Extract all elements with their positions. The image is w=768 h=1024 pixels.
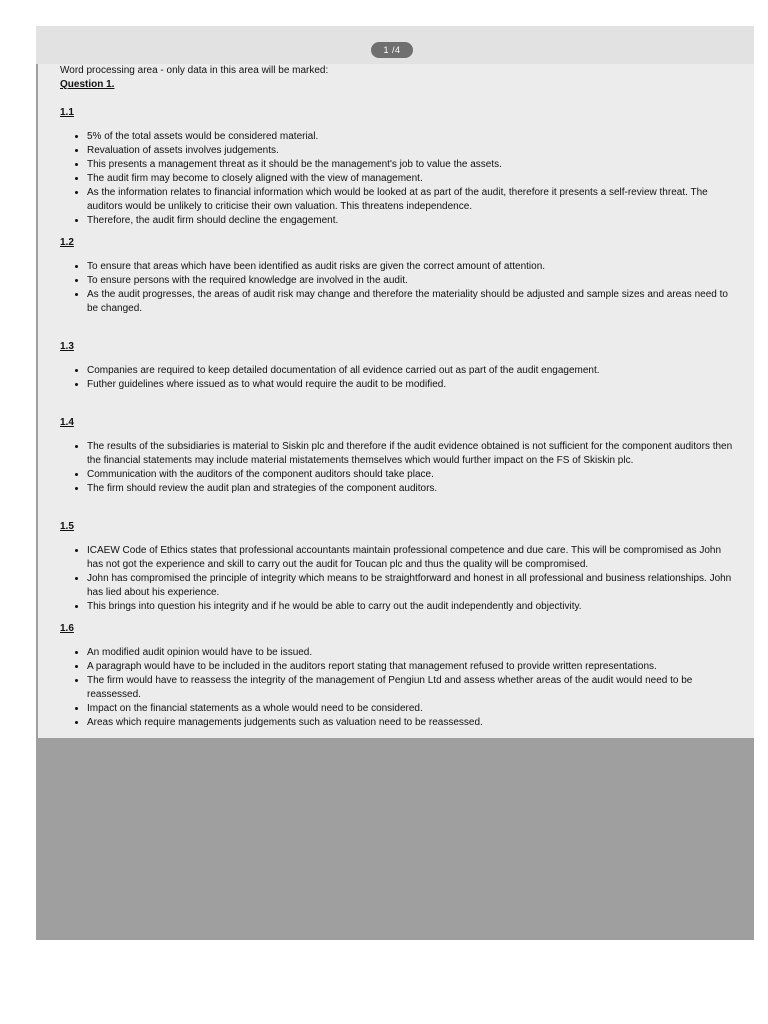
list-item: • Communication with the auditors of the component auditors should take place.	[87, 468, 738, 482]
list-item: • 5% of the total assets would be considered material.	[87, 130, 738, 144]
list-item: • John has compromised the principle of integrity which means to be straightforward and honest in all professional and business relationships. John has lied about his experience.	[87, 572, 738, 600]
section-list-1-2	[60, 260, 738, 316]
viewer-toolbar	[36, 26, 754, 64]
section-heading-1-5: 1.5	[60, 521, 74, 532]
list-item: • Companies are required to keep detailed documentation of all evidence carried out as part of the audit engagement.	[87, 364, 738, 378]
section-list-1-1	[60, 130, 738, 228]
section-heading-1-4: 1.4	[60, 417, 74, 428]
list-item: • An modified audit opinion would have to be issued.	[87, 646, 738, 660]
section-list-1-3	[60, 364, 738, 392]
list-item: • A paragraph would have to be included in the auditors report stating that management refused to provide written representations.	[87, 660, 738, 674]
section-heading-1-3: 1.3	[60, 341, 74, 352]
list-item: • This brings into question his integrity and if he would be able to carry out the audit independently and objectivity.	[87, 600, 738, 614]
word-processing-area[interactable]	[38, 64, 754, 738]
list-item: • The results of the subsidiaries is material to Siskin plc and therefore if the audit evidence obtained is not sufficient for the component auditors then the financial statements may include material mistatements themselves which would further impact on the FS of Skiskin plc.	[87, 440, 738, 468]
list-item: • This presents a management threat as it should be the management's job to value the assets.	[87, 158, 738, 172]
section-heading-1-6: 1.6	[60, 623, 74, 634]
intro-text: Word processing area - only data in this area will be marked:	[60, 65, 329, 76]
section-heading-1-2: 1.2	[60, 237, 74, 248]
list-item: • To ensure that areas which have been identified as audit risks are given the correct amount of attention.	[87, 260, 738, 274]
section-list-1-5	[60, 544, 738, 614]
question-title: Question 1.	[60, 79, 115, 90]
section-list-1-4	[60, 440, 738, 496]
list-item: • ICAEW Code of Ethics states that professional accountants maintain professional competence and due care. This will be compromised as John has not got the experience and skill to carry out the audit for Toucan plc and thus the quality will be compromised.	[87, 544, 738, 572]
document-viewer	[36, 26, 754, 940]
list-item: • Impact on the financial statements as a whole would need to be considered.	[87, 702, 738, 716]
list-item: • To ensure persons with the required knowledge are involved in the audit.	[87, 274, 738, 288]
list-item: • As the information relates to financial information which would be looked at as part of the audit, therefore it presents a self-review threat. The auditors would be unlikely to criticise their own valuation. This threatens independence.	[87, 186, 738, 214]
list-item: • As the audit progresses, the areas of audit risk may change and therefore the materiality should be adjusted and sample sizes and areas need to be changed.	[87, 288, 738, 316]
list-item: • Therefore, the audit firm should decline the engagement.	[87, 214, 738, 228]
page-indicator: 1 /4	[371, 42, 413, 58]
section-heading-1-1: 1.1	[60, 107, 74, 118]
list-item: • The audit firm may become to closely aligned with the view of management.	[87, 172, 738, 186]
list-item: • Revaluation of assets involves judgements.	[87, 144, 738, 158]
list-item: • The firm would have to reassess the integrity of the management of Pengiun Ltd and assess whether areas of the audit would need to be reassessed.	[87, 674, 738, 702]
list-item: • Futher guidelines where issued as to what would require the audit to be modified.	[87, 378, 738, 392]
list-item: • Areas which require managements judgements such as valuation need to be reassessed.	[87, 716, 738, 730]
section-list-1-6	[60, 646, 738, 730]
list-item: • The firm should review the audit plan and strategies of the component auditors.	[87, 482, 738, 496]
